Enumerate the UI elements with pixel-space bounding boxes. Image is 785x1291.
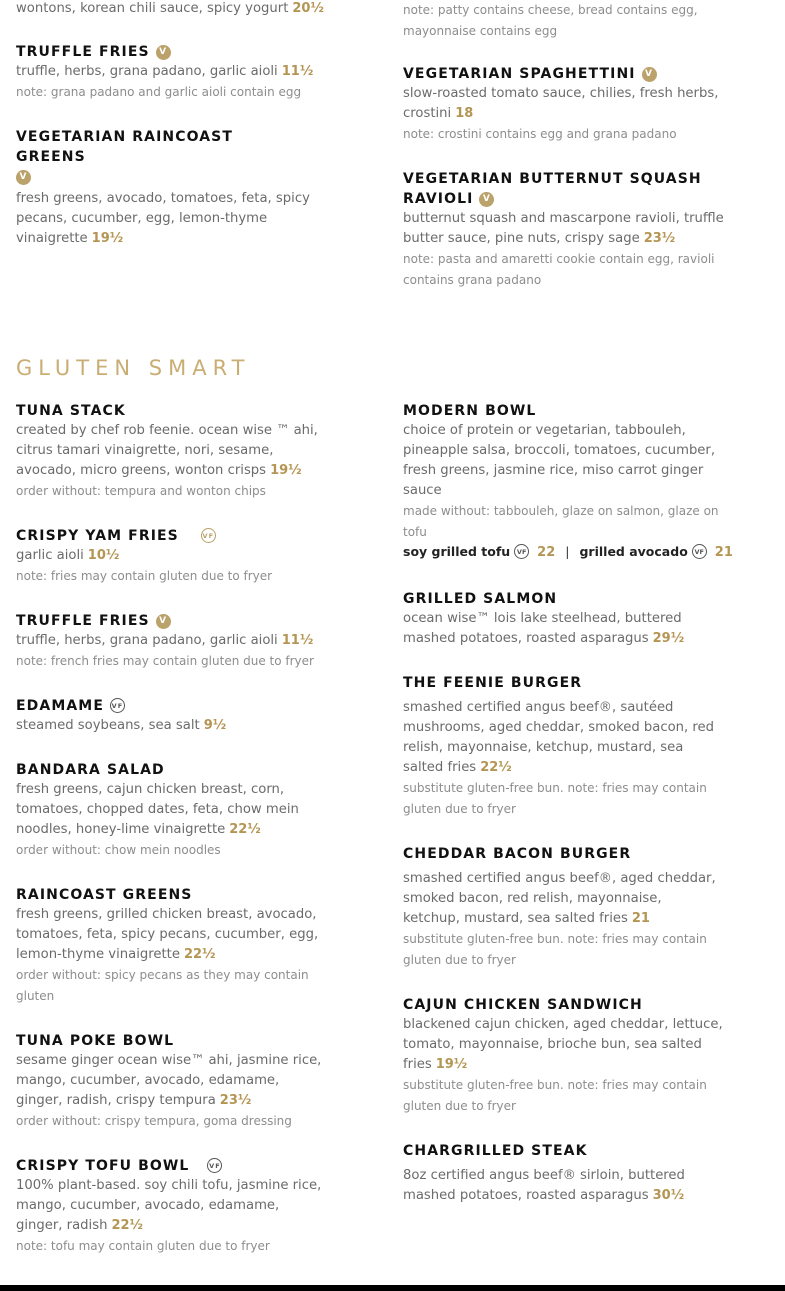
menu-item-vegetarian-raincoast-greens: [16, 127, 346, 249]
item-price: 19½: [91, 231, 124, 246]
menu-item-truffle-fries: [16, 611, 346, 672]
item-description: wontons, korean chili sauce, spicy yogurt: [16, 1, 289, 16]
item-price: 22½: [111, 1218, 144, 1233]
item-note: note: fries may contain gluten due to fryer: [16, 569, 273, 583]
menu-item-truffle-fries-veg: [16, 42, 346, 103]
patty-note: [403, 0, 738, 41]
menu-item-bandara-salad: [16, 760, 346, 861]
addon-avocado-price: 21: [714, 545, 733, 560]
item-title: TRUFFLE FRIES: [16, 44, 150, 60]
item-description: choice of protein or vegetarian, tabbouleh, pineapple salsa, broccoli, tomatoes, cucumber, fresh greens, jasmine rice, miso carrot ginger sauce: [403, 423, 716, 498]
item-price: 22½: [480, 760, 512, 775]
menu-item-grilled-salmon: [403, 589, 738, 649]
item-note: note: patty contains cheese, bread contains egg, mayonnaise contains egg: [403, 3, 698, 38]
item-title: CHEDDAR BACON BURGER: [403, 846, 632, 862]
item-note: note: tofu may contain gluten due to fryer: [16, 1239, 270, 1253]
item-description: sesame ginger ocean wise™ ahi, jasmine rice, mango, cucumber, avocado, edamame, ginger, radish, crispy tempura: [16, 1053, 322, 1108]
item-title: CRISPY YAM FRIES: [16, 528, 179, 544]
addon-separator: |: [565, 544, 570, 559]
item-title: RAINCOAST GREENS: [16, 887, 193, 903]
item-note: order without: tempura and wonton chips: [16, 484, 266, 498]
menu-item-vegetarian-spaghettini: [403, 64, 738, 145]
item-title: TUNA POKE BOWL: [16, 1033, 175, 1049]
item-description: 100% plant-based. soy chili tofu, jasmine rice, mango, cucumber, avocado, edamame, ginger, radish: [16, 1178, 322, 1233]
item-description: smashed certified angus beef®, sautéed mushrooms, aged cheddar, smoked bacon, red relish, mayonnaise, ketchup, mustard, sea salted fries: [403, 700, 715, 775]
item-price: 20½: [292, 1, 324, 16]
vegan-friendly-icon: VF: [207, 1158, 222, 1173]
menu-item-tuna-stack: [16, 401, 346, 502]
item-title: VEGETARIAN SPAGHETTINI: [403, 66, 636, 82]
menu-item-cajun-chicken-sandwich: [403, 995, 738, 1116]
item-title: TUNA STACK: [16, 403, 126, 419]
menu-item-tuna-poke-bowl: [16, 1031, 346, 1132]
vegan-friendly-icon: VF: [692, 544, 707, 559]
section-title-gluten-smart: GLUTEN SMART: [16, 356, 251, 380]
item-description: slow-roasted tomato sauce, chilies, fresh herbs, crostini: [403, 86, 719, 121]
vegetarian-icon: V: [156, 45, 171, 60]
item-price: 11½: [281, 633, 314, 648]
item-note: order without: chow mein noodles: [16, 843, 221, 857]
item-price: 9½: [203, 718, 227, 733]
item-description: garlic aioli: [16, 548, 84, 563]
vegetarian-icon: V: [479, 192, 494, 207]
item-price: 22½: [183, 947, 216, 962]
item-note: made without: tabbouleh, glaze on salmon, glaze on tofu: [403, 504, 719, 539]
item-description: created by chef rob feenie. ocean wise ™ ahi, citrus tamari vinaigrette, nori, sesame, avocado, micro greens, wonton crisps: [16, 423, 318, 478]
bottom-border: [0, 1285, 785, 1291]
item-note: substitute gluten-free bun. note: fries may contain gluten due to fryer: [403, 1078, 707, 1113]
addon-tofu-price: 22: [537, 545, 556, 560]
item-price: 23½: [219, 1093, 252, 1108]
item-note: note: grana padano and garlic aioli contain egg: [16, 85, 302, 99]
vegetarian-icon: V: [156, 614, 171, 629]
item-note: order without: spicy pecans as they may contain gluten: [16, 968, 309, 1003]
item-price: 19½: [435, 1057, 468, 1072]
item-description: 8oz certified angus beef® sirloin, buttered mashed potatoes, roasted asparagus: [403, 1168, 685, 1203]
item-price: 10½: [87, 548, 120, 563]
item-note: note: crostini contains egg and grana padano: [403, 127, 677, 141]
item-title: CAJUN CHICKEN SANDWICH: [403, 997, 643, 1013]
item-price: 23½: [643, 231, 676, 246]
item-description: smashed certified angus beef®, aged cheddar, smoked bacon, red relish, mayonnaise, ketchup, mustard, sea salted fries: [403, 871, 716, 926]
vegan-friendly-icon: VF: [201, 528, 216, 543]
item-description: fresh greens, cajun chicken breast, corn, tomatoes, chopped dates, feta, chow mein noodles, honey-lime vinaigrette: [16, 782, 299, 837]
item-price: 30½: [652, 1188, 685, 1203]
menu-item-vegetarian-butternut-squash-ravioli: [403, 169, 738, 290]
item-title: CRISPY TOFU BOWL: [16, 1158, 190, 1174]
item-description: truffle, herbs, grana padano, garlic aioli: [16, 64, 278, 79]
item-description: fresh greens, avocado, tomatoes, feta, spicy pecans, cucumber, egg, lemon-thyme vinaigrette: [16, 191, 310, 246]
item-title: GRILLED SALMON: [403, 591, 558, 607]
addon-avocado-label: grilled avocado: [579, 544, 688, 559]
item-price: 19½: [270, 463, 302, 478]
item-price: 29½: [652, 631, 685, 646]
item-title: EDAMAME: [16, 698, 104, 714]
menu-item-feenie-burger: [403, 673, 738, 819]
item-description: steamed soybeans, sea salt: [16, 718, 200, 733]
item-note: note: french fries may contain gluten due to fryer: [16, 654, 314, 668]
menu-item-chargrilled-steak: [403, 1141, 738, 1206]
item-note: substitute gluten-free bun. note: fries may contain gluten due to fryer: [403, 932, 707, 967]
item-price: 22½: [229, 822, 261, 837]
item-description: ocean wise™ lois lake steelhead, buttered mashed potatoes, roasted asparagus: [403, 611, 682, 646]
menu-item-raincoast-greens: [16, 885, 346, 1006]
item-title: VEGETARIAN BUTTERNUT SQUASH RAVIOLI: [403, 171, 702, 207]
menu-item-edamame: [16, 696, 346, 736]
item-title: TRUFFLE FRIES: [16, 613, 150, 629]
item-price: 18: [455, 106, 474, 121]
item-title: VEGETARIAN RAINCOAST GREENS: [16, 129, 233, 165]
menu-item-crispy-yam-fries: [16, 526, 346, 587]
item-description: truffle, herbs, grana padano, garlic aioli: [16, 633, 278, 648]
protein-addons: [403, 542, 738, 563]
item-title: BANDARA SALAD: [16, 762, 165, 778]
vegetarian-icon: V: [16, 170, 31, 185]
item-note: order without: crispy tempura, goma dressing: [16, 1114, 292, 1128]
item-note: substitute gluten-free bun. note: fries may contain gluten due to fryer: [403, 781, 707, 816]
item-price: 11½: [281, 64, 314, 79]
item-description: butternut squash and mascarpone ravioli, truffle butter sauce, pine nuts, crispy sage: [403, 211, 724, 246]
item-description: fresh greens, grilled chicken breast, avocado, tomatoes, feta, spicy pecans, cucumber, egg, lemon-thyme vinaigrette: [16, 907, 319, 962]
menu-item-crispy-tofu-bowl: [16, 1156, 346, 1257]
item-description: blackened cajun chicken, aged cheddar, lettuce, tomato, mayonnaise, brioche bun, sea salted fries: [403, 1017, 723, 1072]
vegan-friendly-icon: VF: [514, 544, 529, 559]
item-title: MODERN BOWL: [403, 403, 537, 419]
item-title: THE FEENIE BURGER: [403, 675, 583, 691]
item-note: note: pasta and amaretti cookie contain egg, ravioli contains grana padano: [403, 252, 715, 287]
vegan-friendly-icon: VF: [110, 698, 125, 713]
menu-item-modern-bowl: [403, 401, 738, 563]
item-title: CHARGRILLED STEAK: [403, 1143, 588, 1159]
item-price: 21: [631, 911, 650, 926]
addon-tofu-label: soy grilled tofu: [403, 544, 511, 559]
menu-item-wontons: [16, 0, 346, 19]
menu-item-cheddar-bacon-burger: [403, 844, 738, 970]
vegetarian-icon: V: [642, 67, 657, 82]
